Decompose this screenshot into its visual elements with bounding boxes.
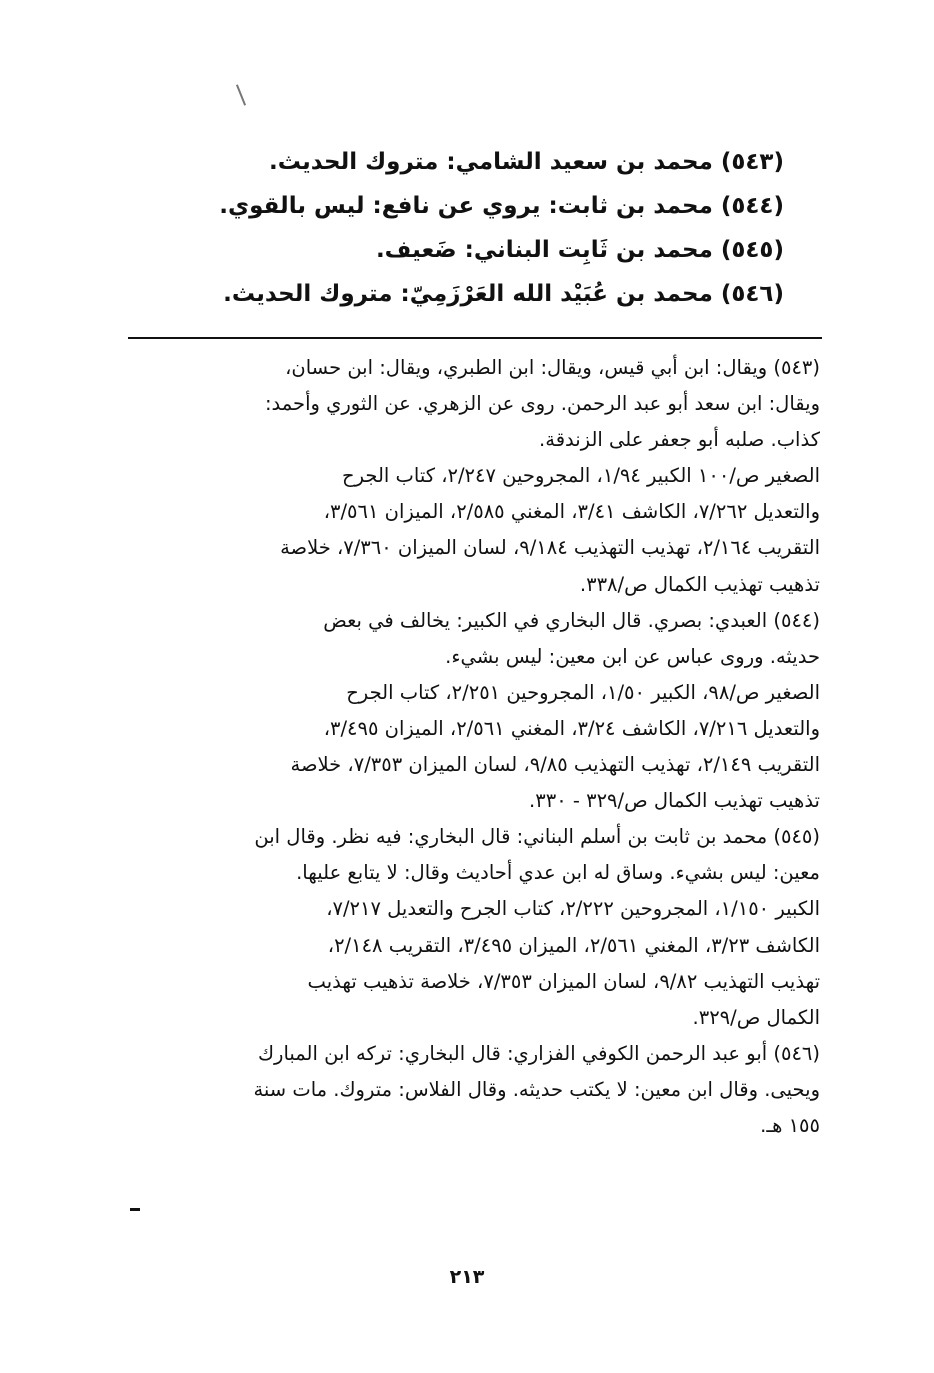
footnote-line: كذاب. صلبه أبو جعفر على الزندقة. [539, 428, 820, 452]
main-entries [144, 140, 784, 316]
page-number: ٢١٣ [449, 1266, 485, 1288]
entry-545: (٥٤٥) محمد بن ثَابِت البناني: ضَعيف. [375, 237, 784, 263]
footnote-line: والتعديل ٧/٢١٦، الكاشف ٣/٢٤، المغني ٢/٥٦١، الميزان ٣/٤٩٥، [323, 716, 820, 740]
footnote-line: (٥٤٦) أبو عبد الرحمن الكوفي الفزاري: قال البخاري: تركه ابن المبارك [257, 1041, 820, 1065]
footnote-line: تذهيب تهذيب الكمال ص/٣٢٩ - ٣٣٠. [529, 789, 820, 813]
footnote-line: الكبير ١/١٥٠، المجروحين ٢/٢٢٢، كتاب الجرح والتعديل ٧/٢١٧، [326, 897, 820, 921]
footnote-line: (٥٤٥) محمد بن ثابت بن أسلم البناني: قال البخاري: فيه نظر. وقال ابن [254, 825, 820, 849]
footnote-line: ويقال: ابن سعد أبو عبد الرحمن. روى عن الزهري. عن الثوري وأحمد: [264, 392, 820, 416]
footnote-line: ويحيى. وقال ابن معين: لا يكتب حديثه. وقال الفلاس: متروك. مات سنة [253, 1077, 820, 1101]
entry-544: (٥٤٤) محمد بن ثابت: يروي عن نافع: ليس بالقوي. [219, 193, 784, 219]
footnote-line: تهذيب التهذيب ٩/٨٢، لسان الميزان ٧/٣٥٣، خلاصة تذهيب تهذيب [307, 969, 820, 993]
footnote-line: معين: ليس بشيء. وساق له ابن عدي أحاديث وقال: لا يتابع عليها. [296, 861, 820, 885]
entry-543: (٥٤٣) محمد بن سعيد الشامي: متروك الحديث. [268, 149, 784, 175]
footnote-line: الصغير ص/٩٨، الكبير ١/٥٠، المجروحين ٢/٢٥١، كتاب الجرح [346, 680, 820, 704]
footnote-divider [128, 337, 822, 339]
entry-546: (٥٤٦) محمد بن عُبَيْد الله العَرْزَمِيّ: متروك الحديث. [223, 281, 784, 307]
footnote-line: حديثه. وروى عباس عن ابن معين: ليس بشيء. [445, 644, 820, 668]
footnote-line: تذهيب تهذيب الكمال ص/٣٣٨. [579, 572, 820, 596]
footnotes [130, 350, 820, 1144]
footnote-line: (٥٤٤) العبدي: بصري. قال البخاري في الكبير: يخالف في بعض [323, 608, 820, 632]
scan-mark [236, 84, 246, 105]
end-mark [130, 1208, 140, 1211]
footnote-line: الكمال ص/٣٢٩. [692, 1005, 820, 1029]
footnote-line: (٥٤٣) ويقال: ابن أبي قيس، ويقال: ابن الطبري، ويقال: ابن حسان، [285, 356, 820, 379]
footnote-line: الكاشف ٣/٢٣، المغني ٢/٥٦١، الميزان ٣/٤٩٥، التقريب ٢/١٤٨، [327, 933, 820, 957]
footnote-line: ١٥٥ هـ. [760, 1113, 820, 1137]
footnote-line: التقريب ٢/١٤٩، تهذيب التهذيب ٩/٨٥، لسان الميزان ٧/٣٥٣، خلاصة [290, 753, 820, 777]
footnote-line: الصغير ص/١٠٠ الكبير ١/٩٤، المجروحين ٢/٢٤٧، كتاب الجرح [342, 464, 820, 488]
footnote-line: والتعديل ٧/٢٦٢، الكاشف ٣/٤١، المغني ٢/٥٨٥، الميزان ٣/٥٦١، [323, 500, 820, 524]
footnote-line: التقريب ٢/١٦٤، تهذيب التهذيب ٩/١٨٤، لسان الميزان ٧/٣٦٠، خلاصة [280, 536, 820, 560]
